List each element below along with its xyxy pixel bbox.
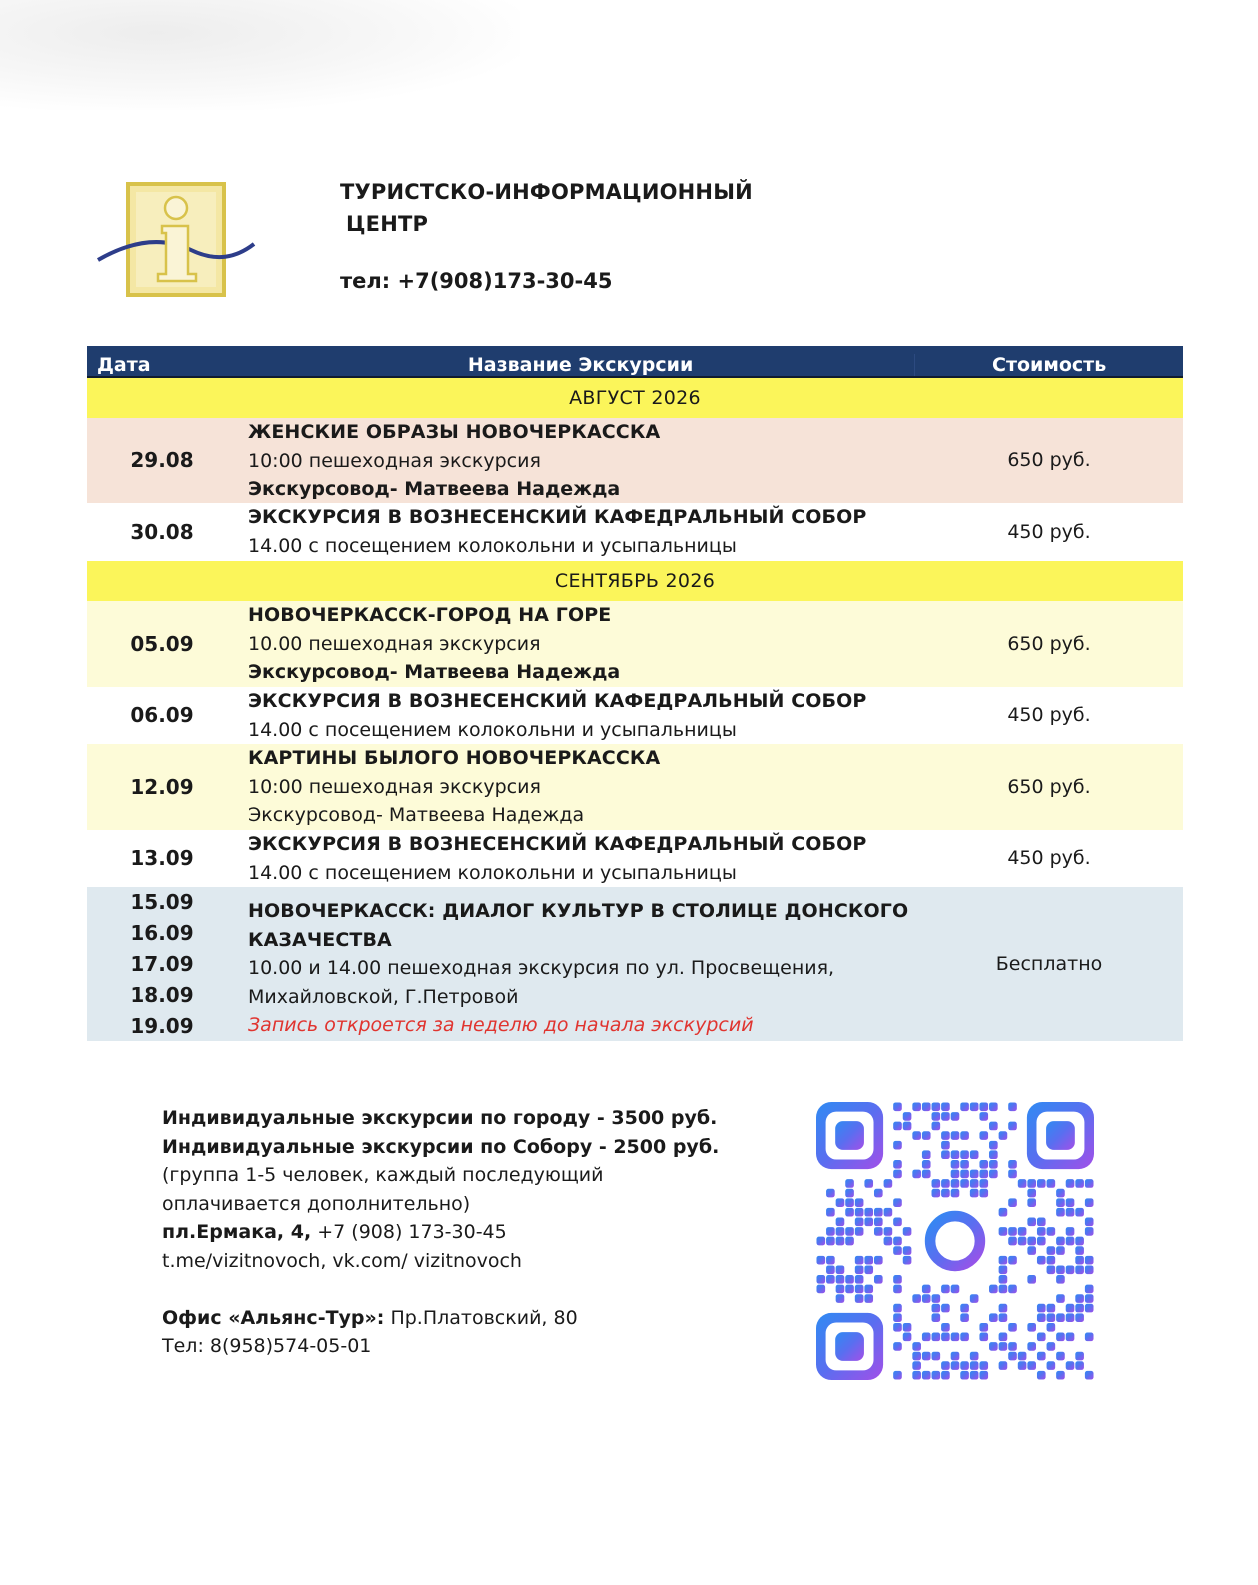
row-details: 10:00 пешеходная экскурсия — [248, 775, 541, 798]
row-guide: Экскурсовод- Матвеева Надежда — [248, 478, 621, 500]
individual-cathedral-price: Индивидуальные экскурсии по Собору - 2500 руб. — [162, 1135, 720, 1158]
row-details: 10.00 пешеходная экскурсия — [248, 632, 541, 655]
row-date: 16.09 — [130, 920, 194, 945]
row-price: 450 руб. — [1007, 704, 1091, 727]
row-date: 29.08 — [130, 448, 194, 473]
month-row-august — [87, 378, 1183, 418]
footer-info — [162, 1104, 719, 1361]
qr-code-icon[interactable] — [816, 1102, 1094, 1380]
individual-city-price: Индивидуальные экскурсии по городу - 3500 руб. — [162, 1107, 718, 1129]
row-price: Бесплатно — [995, 952, 1103, 975]
row-dates — [87, 887, 237, 1041]
row-date: 17.09 — [130, 951, 194, 976]
month-label: АВГУСТ 2026 — [569, 387, 701, 409]
table-row — [87, 830, 1183, 887]
row-title-cont: КАЗАЧЕСТВА — [248, 928, 392, 951]
row-price: 650 руб. — [1007, 632, 1091, 655]
address-bold: пл.Ермака, 4, — [162, 1221, 312, 1243]
social-links[interactable]: t.me/vizitnovoch, vk.com/ vizitnovoch — [162, 1249, 522, 1272]
month-label: СЕНТЯБРЬ 2026 — [554, 570, 716, 592]
row-title: НОВОЧЕРКАССК: ДИАЛОГ КУЛЬТУР В СТОЛИЦЕ ДОНСКОГО — [248, 900, 909, 922]
row-price: 450 руб. — [1007, 847, 1091, 870]
table-row — [87, 601, 1183, 687]
info-logo-icon — [96, 180, 256, 300]
office-phone: Тел: 8(958)574-05-01 — [162, 1335, 372, 1357]
row-price: 650 руб. — [1007, 775, 1091, 798]
row-guide: Экскурсовод- Матвеева Надежда — [248, 661, 621, 683]
row-note: Запись откроется за неделю до начала экскурсий — [248, 1014, 754, 1036]
office-line — [162, 1304, 719, 1333]
row-title: ЭКСКУРСИЯ В ВОЗНЕСЕНСКИЙ КАФЕДРАЛЬНЫЙ СОБОР — [248, 690, 867, 712]
blurred-background-corner — [0, 0, 520, 110]
table-header — [87, 346, 1183, 378]
row-date: 19.09 — [130, 1013, 194, 1038]
table-row — [87, 687, 1183, 744]
row-title: ЭКСКУРСИЯ В ВОЗНЕСЕНСКИЙ КАФЕДРАЛЬНЫЙ СОБОР — [248, 506, 867, 528]
row-title: ЖЕНСКИЕ ОБРАЗЫ НОВОЧЕРКАССКА — [248, 421, 661, 443]
row-details: 14.00 с посещением колокольни и усыпальницы — [248, 534, 737, 557]
table-row — [87, 418, 1183, 503]
row-date: 13.09 — [130, 846, 194, 871]
row-details: 10.00 и 14.00 пешеходная экскурсия по ул. Просвещения, — [248, 957, 835, 979]
group-note-cont: оплачивается дополнительно) — [162, 1192, 471, 1215]
row-price: 450 руб. — [1007, 520, 1091, 543]
address-phone: +7 (908) 173-30-45 — [311, 1221, 507, 1243]
row-date: 15.09 — [130, 889, 194, 914]
col-name-header: Название Экскурсии — [467, 354, 694, 376]
row-title: КАРТИНЫ БЫЛОГО НОВОЧЕРКАССКА — [248, 747, 661, 769]
table-row — [87, 744, 1183, 830]
table-row — [87, 503, 1183, 561]
row-price: 650 руб. — [1007, 449, 1091, 472]
excursion-table — [87, 346, 1183, 1041]
title-line-1: ТУРИСТСКО-ИНФОРМАЦИОННЫЙ — [340, 180, 753, 204]
row-details-cont: Михайловской, Г.Петровой — [248, 985, 519, 1008]
header-phone: тел: +7(908)173-30-45 — [340, 269, 613, 293]
row-details: 10:00 пешеходная экскурсия — [248, 449, 541, 472]
group-note: (группа 1-5 человек, каждый последующий — [162, 1164, 604, 1186]
row-title: ЭКСКУРСИЯ В ВОЗНЕСЕНСКИЙ КАФЕДРАЛЬНЫЙ СОБОР — [248, 833, 867, 855]
address-line — [162, 1218, 719, 1247]
col-price-header: Стоимость — [992, 354, 1107, 376]
row-date: 12.09 — [130, 774, 194, 799]
row-date: 18.09 — [130, 982, 194, 1007]
row-date: 30.08 — [130, 519, 194, 544]
title-line-2: ЦЕНТР — [346, 212, 429, 236]
row-title: НОВОЧЕРКАССК-ГОРОД НА ГОРЕ — [248, 604, 612, 626]
row-date: 06.09 — [130, 703, 194, 728]
row-date: 05.09 — [130, 631, 194, 656]
row-details: 14.00 с посещением колокольни и усыпальницы — [248, 718, 737, 741]
office-name: Офис «Альянс-Тур»: — [162, 1306, 385, 1329]
table-row — [87, 887, 1183, 1041]
month-row-september — [87, 561, 1183, 601]
row-guide: Экскурсовод- Матвеева Надежда — [248, 804, 585, 826]
row-details: 14.00 с посещением колокольни и усыпальницы — [248, 861, 737, 884]
office-address: Пр.Платовский, 80 — [384, 1306, 578, 1329]
col-date-header: Дата — [97, 354, 151, 376]
page-title — [340, 176, 753, 240]
